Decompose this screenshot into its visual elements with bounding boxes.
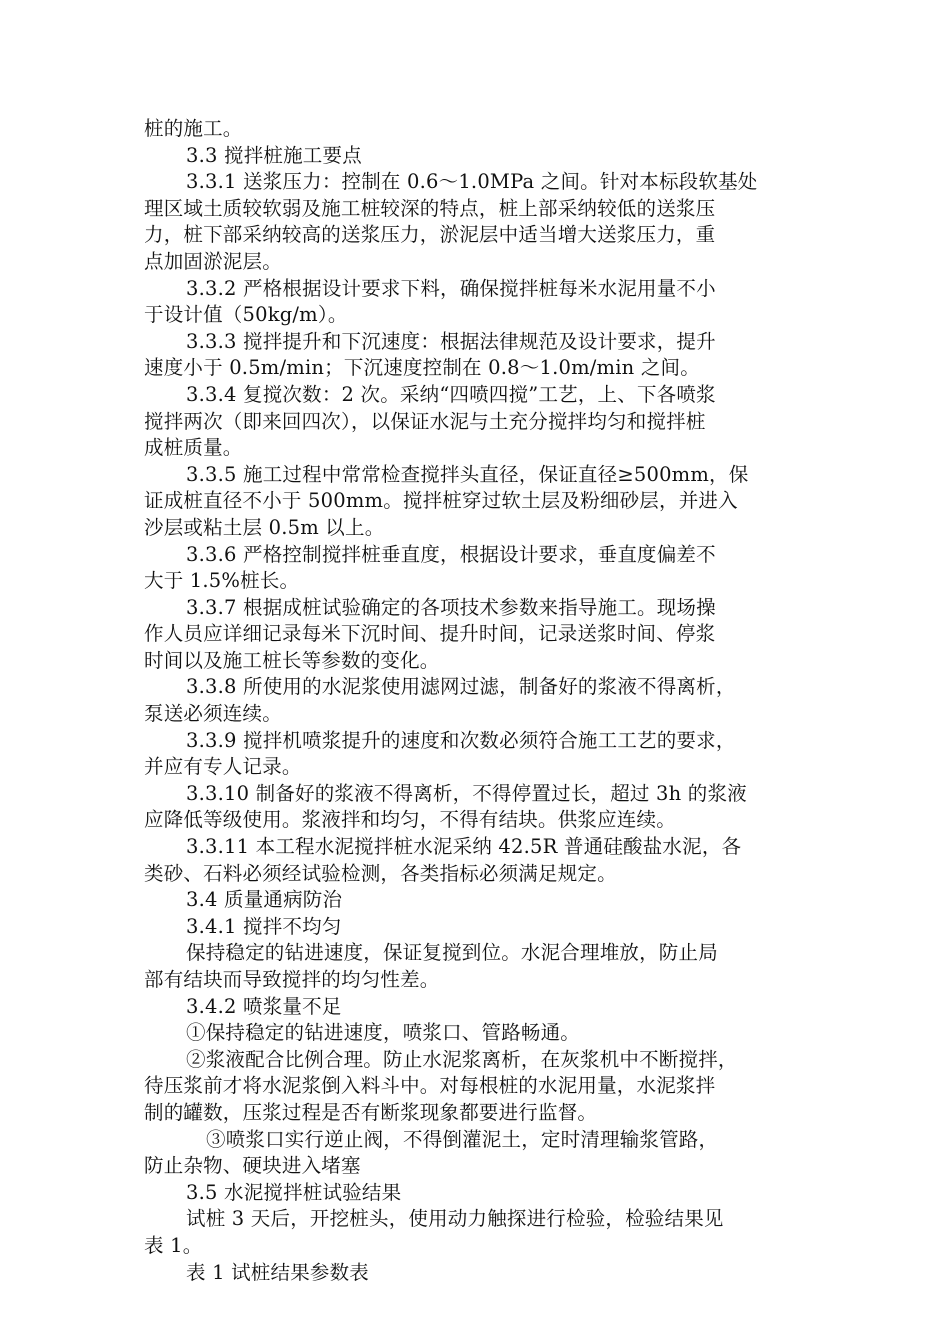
text-line: 速度小于 0.5m/min；下沉速度控制在 0.8～1.0m/min 之间。 (144, 356, 700, 380)
text-line: 时间以及施工桩长等参数的变化。 (144, 648, 440, 672)
document-body (144, 116, 806, 1286)
text-line: 3.4.1 搅拌不均匀 (186, 914, 342, 938)
text-line: 3.3.10 制备好的浆液不得离析，不得停置过长，超过 3h 的浆液 (186, 781, 747, 805)
text-line: 试桩 3 天后，开挖桩头，使用动力触探进行检验，检验结果见 (186, 1207, 724, 1231)
text-line: 3.5 水泥搅拌桩试验结果 (186, 1180, 402, 1204)
text-line: 表 1。 (144, 1233, 203, 1257)
text-line: 3.3.3 搅拌提升和下沉速度：根据法律规范及设计要求，提升 (186, 329, 716, 353)
text-line: 3.3.1 送浆压力：控制在 0.6～1.0MPa 之间。针对本标段软基处 (186, 170, 758, 194)
text-line: 表 1 试桩结果参数表 (186, 1260, 370, 1284)
text-line: 点加固淤泥层。 (144, 249, 282, 273)
text-line: 3.3.2 严格根据设计要求下料，确保搅拌桩每米水泥用量不小 (186, 276, 716, 300)
text-line: 3.4 质量通病防治 (186, 888, 343, 912)
text-line: 应降低等级使用。浆液拌和均匀，不得有结块。供浆应连续。 (144, 808, 676, 832)
text-line: 3.3.5 施工过程中常常检查搅拌头直径，保证直径≥500mm，保 (186, 462, 749, 486)
text-line: 搅拌两次（即来回四次），以保证水泥与土充分搅拌均匀和搅拌桩 (144, 409, 706, 433)
text-line: 防止杂物、硬块进入堵塞 (144, 1154, 361, 1178)
text-line: 保持稳定的钻进速度，保证复搅到位。水泥合理堆放，防止局 (186, 941, 718, 965)
text-line: 桩的施工。 (144, 117, 243, 140)
text-line: ②浆液配合比例合理。防止水泥浆离析，在灰浆机中不断搅拌， (186, 1047, 738, 1071)
text-line: 3.3.8 所使用的水泥浆使用滤网过滤，制备好的浆液不得离析， (186, 675, 736, 699)
text-line: 并应有专人记录。 (144, 755, 302, 779)
text-line: 3.3.9 搅拌机喷浆提升的速度和次数必须符合施工工艺的要求， (186, 728, 736, 752)
text-line: ③喷浆口实行逆止阀，不得倒灌泥土，定时清理输浆管路， (206, 1127, 719, 1151)
text-line: 3.4.2 喷浆量不足 (186, 994, 342, 1018)
text-line: 3.3.7 根据成桩试验确定的各项技术参数来指导施工。现场操 (186, 595, 716, 619)
text-line: 沙层或粘土层 0.5m 以上。 (144, 515, 385, 539)
text-line: 证成桩直径不小于 500mm。搅拌桩穿过软土层及粉细砂层，并进入 (144, 489, 738, 513)
text-line: ①保持稳定的钻进速度，喷浆口、管路畅通。 (186, 1021, 581, 1045)
text-line: 大于 1.5%桩长。 (144, 569, 300, 593)
text-line: 3.3 搅拌桩施工要点 (186, 143, 362, 167)
text-line: 3.3.6 严格控制搅拌桩垂直度，根据设计要求，垂直度偏差不 (186, 542, 716, 566)
text-line: 3.3.4 复搅次数：2 次。采纳“四喷四搅”工艺，上、下各喷浆 (186, 382, 716, 406)
text-line: 制的罐数，压浆过程是否有断浆现象都要进行监督。 (144, 1100, 598, 1124)
text-line: 力，桩下部采纳较高的送浆压力，淤泥层中适当增大送浆压力，重 (144, 223, 716, 247)
text-line: 3.3.11 本工程水泥搅拌桩水泥采纳 42.5R 普通硅酸盐水泥，各 (186, 835, 742, 859)
text-line: 理区域土质较软弱及施工桩较深的特点，桩上部采纳较低的送浆压 (144, 196, 716, 220)
text-line: 作人员应详细记录每米下沉时间、提升时间，记录送浆时间、停浆 (144, 622, 716, 646)
text-line: 待压浆前才将水泥浆倒入料斗中。对每根桩的水泥用量，水泥浆拌 (144, 1074, 716, 1098)
text-line: 部有结块而导致搅拌的均匀性差。 (144, 968, 440, 991)
text-line: 泵送必须连续。 (144, 702, 282, 726)
text-line: 类砂、石料必须经试验检测，各类指标必须满足规定。 (144, 861, 617, 885)
text-line: 于设计值（50kg/m）。 (144, 303, 348, 327)
text-line: 成桩质量。 (144, 436, 243, 460)
